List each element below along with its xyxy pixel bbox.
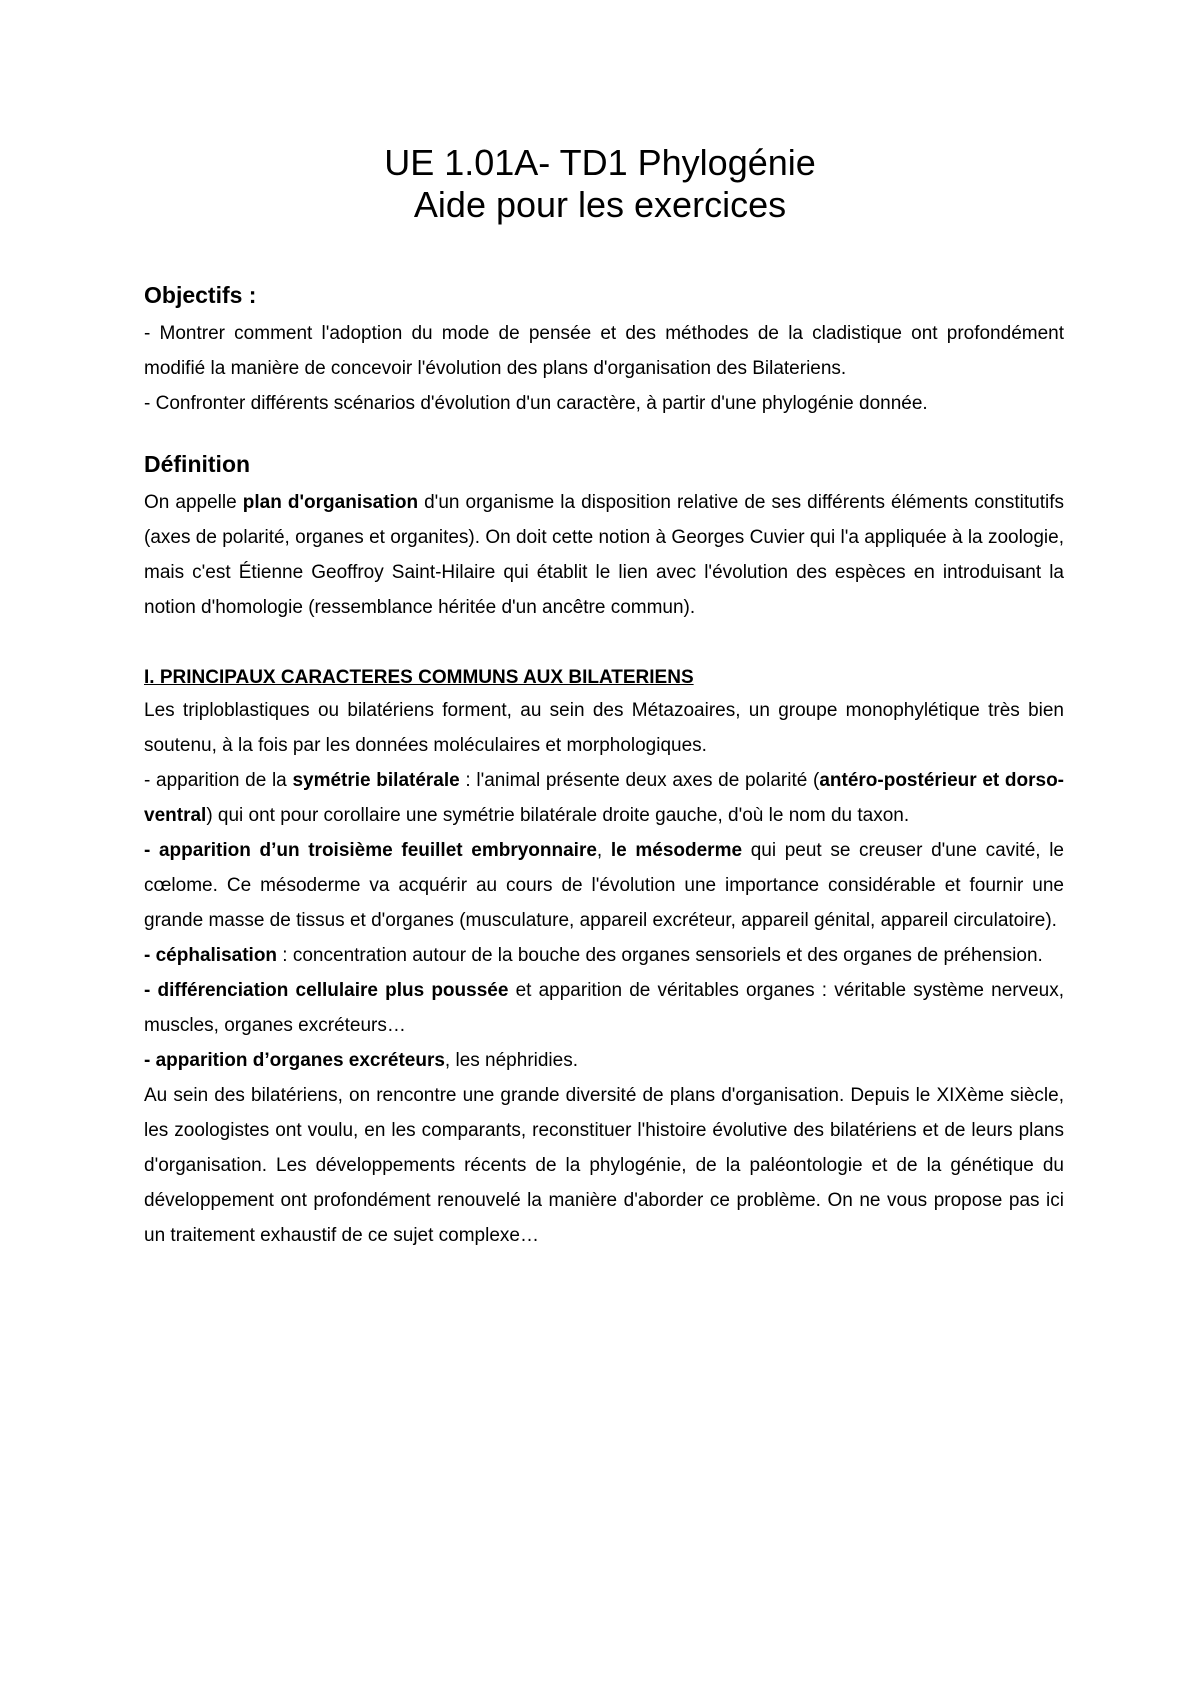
character-text: - apparition de la xyxy=(144,770,293,791)
objectif-item-2: - Confronter différents scénarios d'évolution d'un caractère, à partir d'une phylogénie donnée. xyxy=(144,393,928,414)
document-title xyxy=(0,142,1200,226)
character-term: le mésoderme xyxy=(610,840,743,861)
character-item-mesoderm xyxy=(144,833,1064,938)
document-body xyxy=(144,280,1064,1253)
character-term: antéro-postérieur et dorso-ventral xyxy=(144,770,1064,826)
definition-text-end: d'un organisme la disposition relative de ses différents éléments constitutifs (axes de polarité, organes et organites). On doit cette notion à Georges Cuvier qui l'a appliquée à la zoologie, mais c'est Étienne Geoffroy Saint-Hilaire qui établit le lien avec l'évolution des espèces en introduisant la notion d'homologie (ressemblance héritée d'un ancêtre commun). xyxy=(144,492,1064,618)
character-term: - apparition d’un troisième feuillet embryonnaire xyxy=(144,840,597,861)
character-term: symétrie bilatérale xyxy=(292,770,460,791)
character-item-symmetry xyxy=(144,763,1064,833)
character-item-excretory xyxy=(144,1043,1064,1078)
character-item-cephalisation xyxy=(144,938,1064,973)
character-term: - céphalisation xyxy=(144,945,278,966)
conclusion-paragraph: Au sein des bilatériens, on rencontre une grande diversité de plans d'organisation. Depuis le XIXème siècle, les zoologistes ont voulu, en les comparants, reconstituer l'histoire évolutive des bilatériens et de leurs plans d'organisation. Les développements récents de la phylogénie, de la paléontologie et de la génétique du développement ont profondément renouvelé la manière d'aborder ce problème. On ne vous propose pas ici un traitement exhaustif de ce sujet complexe… xyxy=(144,1085,1064,1246)
title-line-2: Aide pour les exercices xyxy=(413,184,787,225)
definition-text-start: On appelle xyxy=(144,492,243,513)
character-text: , xyxy=(596,840,611,861)
definition-term: plan d'organisation xyxy=(242,492,419,513)
character-term: - différenciation cellulaire plus poussée xyxy=(144,980,509,1001)
character-text: : l'animal présente deux axes de polarité ( xyxy=(459,770,820,791)
character-text: : concentration autour de la bouche des organes sensoriels et des organes de préhension. xyxy=(277,945,1043,966)
character-text: et apparition de véritables organes : véritable système nerveux, muscles, organes excréteurs… xyxy=(144,980,1065,1036)
definition-heading: Définition xyxy=(144,451,251,477)
character-text: , les néphridies. xyxy=(444,1050,578,1071)
character-text: qui peut se creuser d'une cavité, le cœlome. Ce mésoderme va acquérir au cours de l'évolution une importance considérable et fournir une grande masse de tissus et d'organes (musculature, appareil excréteur, appareil génital, appareil circulatoire). xyxy=(144,840,1064,931)
character-item-differentiation xyxy=(144,973,1064,1043)
definition-paragraph xyxy=(144,485,1064,625)
objectif-item-1: - Montrer comment l'adoption du mode de pensée et des méthodes de la cladistique ont profondément modifié la manière de concevoir l'évolution des plans d'organisation des Bilateriens. xyxy=(144,323,1064,379)
section-1-intro: Les triploblastiques ou bilatériens forment, au sein des Métazoaires, un groupe monophylétique très bien soutenu, à la fois par les données moléculaires et morphologiques. xyxy=(144,700,1064,756)
title-line-1: UE 1.01A- TD1 Phylogénie xyxy=(384,142,816,183)
character-term: - apparition d’organes excréteurs xyxy=(144,1050,445,1071)
section-1-title: I. PRINCIPAUX CARACTERES COMMUNS AUX BILATERIENS xyxy=(144,667,694,688)
character-text: ) qui ont pour corollaire une symétrie bilatérale droite gauche, d'où le nom du taxon. xyxy=(206,805,910,826)
objectifs-heading: Objectifs : xyxy=(144,282,257,308)
